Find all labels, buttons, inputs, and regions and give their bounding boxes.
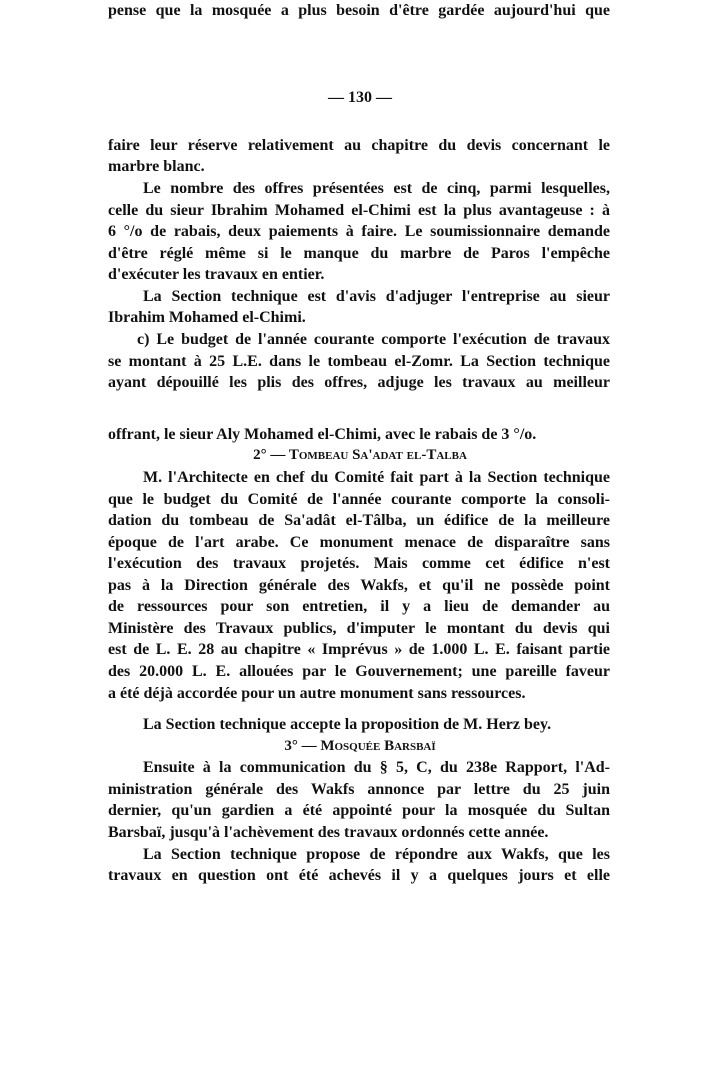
section-heading: 2° — Tombeau Sa'adat el-Talba — [253, 447, 467, 463]
text-line: offrant, le sieur Aly Mohamed el-Chimi, avec le rabais de 3 °/o. — [108, 426, 537, 443]
text-line: pas à la Direction générale des Wakfs, et qu'il ne possède point — [108, 577, 610, 594]
text-line: de ressources pour son entretien, il y a lieu de demander au — [108, 598, 610, 615]
text-line: La Section technique est d'avis d'adjuger l'entreprise au sieur — [143, 288, 610, 305]
text-line: a été déjà accordée pour un autre monument sans ressources. — [108, 685, 526, 702]
text-line: Ensuite à la communication du § 5, C, du 238e Rapport, l'Ad- — [143, 759, 610, 776]
text-line: que le budget du Comité de l'année courante comporte la consoli- — [108, 491, 610, 508]
text-line: se montant à 25 L.E. dans le tombeau el-Zomr. La Section technique — [108, 353, 610, 370]
text-line: époque de l'art arabe. Ce monument menace de disparaître sans — [108, 534, 610, 551]
text-line: l'exécution des travaux projetés. Mais comme cet édifice n'est — [108, 555, 610, 572]
text-line: La Section technique accepte la proposition de M. Herz bey. — [143, 716, 552, 733]
text-line: d'être réglé même si le manque du marbre de Paros l'empêche — [108, 245, 610, 262]
text-line: 6 °/o de rabais, deux paiements à faire. Le soumissionnaire demande — [108, 223, 610, 240]
text-line: Le nombre des offres présentées est de cinq, parmi lesquelles, — [143, 180, 610, 197]
text-line: travaux en question ont été achevés il y a quelques jours et elle — [108, 867, 610, 884]
page-number: — 130 — — [328, 89, 392, 106]
text-line: c) Le budget de l'année courante comporte l'exécution de travaux — [137, 331, 610, 348]
section-heading: 3° — Mosquée Barsbaï — [284, 738, 436, 754]
text-line: d'exécuter les travaux en entier. — [108, 266, 325, 283]
text-line: La Section technique propose de répondre aux Wakfs, que les — [143, 846, 610, 863]
text-line: faire leur réserve relativement au chapitre du devis concernant le — [108, 137, 610, 154]
text-line: des 20.000 L. E. allouées par le Gouvernement; une pareille faveur — [108, 663, 610, 680]
text-line: marbre blanc. — [108, 158, 205, 175]
text-line: pense que la mosquée a plus besoin d'être gardée aujourd'hui que — [108, 2, 610, 19]
text-line: ayant dépouillé les plis des offres, adjuge les travaux au meilleur — [108, 374, 610, 391]
text-line: celle du sieur Ibrahim Mohamed el-Chimi est la plus avantageuse : à — [108, 202, 610, 219]
text-line: Ibrahim Mohamed el-Chimi. — [108, 309, 306, 326]
text-line: dernier, qu'un gardien a été appointé pour la mosquée du Sultan — [108, 802, 610, 819]
text-line: ministration générale des Wakfs annonce par lettre du 25 juin — [108, 781, 610, 798]
text-line: dation du tombeau de Sa'adât el-Tâlba, un édifice de la meilleure — [108, 512, 610, 529]
text-line: Ministère des Travaux publics, d'imputer le montant du devis qui — [108, 620, 610, 637]
text-line: Barsbaï, jusqu'à l'achèvement des travaux ordonnés cette année. — [108, 824, 549, 841]
text-line: est de L. E. 28 au chapitre « Imprévus » de 1.000 L. E. faisant partie — [108, 641, 610, 658]
text-line: M. l'Architecte en chef du Comité fait part à la Section technique — [143, 469, 610, 486]
